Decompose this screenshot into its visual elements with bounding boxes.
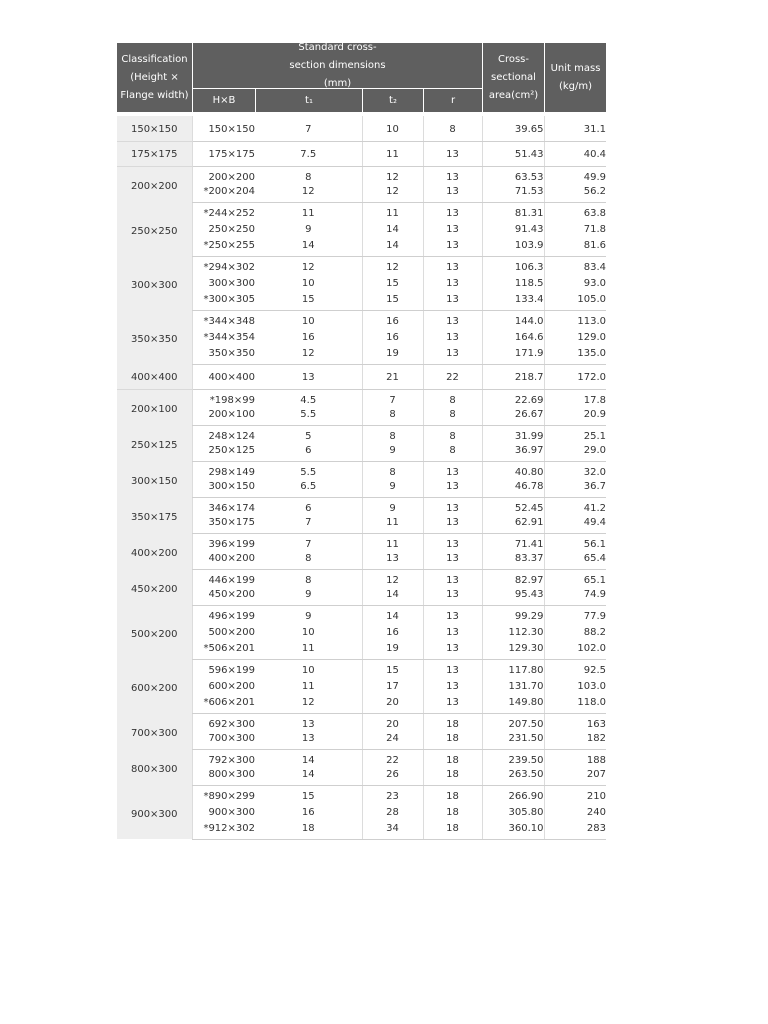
cell-t1: 15 [301, 790, 315, 802]
cell-t1: 5 [305, 430, 312, 442]
cell-hb: 200×200 [192, 166, 255, 184]
cell-t1: 10 [301, 664, 315, 676]
cell-t2: 20 [362, 713, 423, 731]
cell-area: 26.67 [482, 407, 544, 425]
cell-mass: 71.8 [544, 220, 606, 238]
cell-mass: 92.5 [544, 659, 606, 677]
table-row [117, 202, 606, 220]
header-dimensions: Standard cross-section dimensions (mm) [289, 41, 386, 89]
table-row [117, 569, 606, 587]
cell-t2: 8 [362, 407, 423, 425]
cell-t2: 15 [362, 274, 423, 292]
cell-hb: 298×149 [192, 461, 255, 479]
header-divider [423, 89, 424, 112]
cell-t2: 24 [362, 731, 423, 749]
cell-mass: 36.7 [544, 479, 606, 497]
cell-mass: 207 [544, 767, 606, 785]
cell-r: 18 [423, 731, 482, 749]
cell-t2: 28 [362, 803, 423, 821]
cell-area: 83.37 [482, 551, 544, 569]
header-hb: H×B [212, 94, 236, 106]
cell-hb: *300×305 [192, 292, 255, 310]
cell-hb: *198×99 [192, 389, 255, 407]
cell-area: 31.99 [482, 425, 544, 443]
cell-area: 62.91 [482, 515, 544, 533]
cell-hb: 350×350 [192, 346, 255, 364]
cell-r: 13 [423, 461, 482, 479]
header-divider [544, 43, 545, 112]
cell-mass: 63.8 [544, 202, 606, 220]
header-divider [255, 89, 256, 112]
cell-r: 13 [423, 695, 482, 713]
cell-area: 71.41 [482, 533, 544, 551]
cell-t1: 16 [301, 331, 315, 343]
cell-mass: 118.0 [544, 695, 606, 713]
cell-t1: 10 [301, 277, 315, 289]
cell-area: 71.53 [482, 184, 544, 202]
cell-t1: 9 [255, 587, 362, 605]
cell-classification: 250×250 [117, 202, 192, 256]
header-divider [362, 89, 363, 112]
cell-area: 231.50 [482, 731, 544, 749]
cell-area: 171.9 [482, 346, 544, 364]
cell-r: 13 [423, 292, 482, 310]
cell-hb: *606×201 [192, 695, 255, 713]
cell-t2: 9 [362, 497, 423, 515]
cell-classification: 450×200 [117, 569, 192, 605]
cell-r: 13 [423, 479, 482, 497]
cell-r: 8 [423, 116, 482, 141]
cell-classification: 500×200 [117, 605, 192, 659]
cell-t2: 10 [362, 116, 423, 141]
cell-area: 106.3 [482, 256, 544, 274]
cell-t2: 11 [362, 515, 423, 533]
cell-t2: 9 [362, 479, 423, 497]
cell-t1: 10 [301, 315, 315, 327]
cell-t2: 8 [362, 461, 423, 479]
cell-r: 8 [423, 389, 482, 407]
cell-r: 13 [423, 569, 482, 587]
cell-mass: 20.9 [544, 407, 606, 425]
cell-mass: 32.0 [544, 461, 606, 479]
table-row [117, 659, 606, 677]
cell-mass: 40.4 [544, 141, 606, 166]
cell-classification: 200×100 [117, 389, 192, 425]
cell-r: 8 [423, 443, 482, 461]
cell-hb: 446×199 [192, 569, 255, 587]
cell-classification: 350×175 [117, 497, 192, 533]
cell-t1: 8 [255, 551, 362, 569]
cell-mass: 17.8 [544, 389, 606, 407]
cell-area: 239.50 [482, 749, 544, 767]
cell-t1: 8 [305, 574, 312, 586]
cell-mass: 103.0 [544, 677, 606, 695]
cell-mass: 49.4 [544, 515, 606, 533]
cell-hb: 900×300 [192, 803, 255, 821]
table-row [117, 166, 606, 184]
table-row [117, 461, 606, 479]
cell-area: 263.50 [482, 767, 544, 785]
cell-mass: 65.1 [544, 569, 606, 587]
cell-t1: 9 [305, 610, 312, 622]
cell-r: 18 [423, 821, 482, 839]
cell-r: 18 [423, 749, 482, 767]
cell-t2: 19 [362, 346, 423, 364]
cell-t1: 18 [255, 821, 362, 839]
cell-area: 144.0 [482, 310, 544, 328]
cell-r: 13 [423, 587, 482, 605]
cell-classification: 200×200 [117, 166, 192, 202]
cell-area: 112.30 [482, 623, 544, 641]
cell-area: 36.97 [482, 443, 544, 461]
cell-t1: 11 [255, 641, 362, 659]
cell-t2: 19 [362, 641, 423, 659]
cell-t1: 12 [255, 346, 362, 364]
header-area: Cross-sectional area(cm²) [488, 53, 539, 101]
cell-area: 164.6 [482, 328, 544, 346]
cell-hb: *344×348 [192, 310, 255, 328]
cell-t1: 7 [255, 116, 362, 141]
cell-hb: 400×400 [192, 364, 255, 389]
cell-mass: 135.0 [544, 346, 606, 364]
cell-hb: 150×150 [192, 116, 255, 141]
cell-hb: 175×175 [192, 141, 255, 166]
cell-t1: 4.5 [300, 394, 317, 406]
cell-classification: 300×300 [117, 256, 192, 310]
header-r: r [450, 94, 456, 106]
table-row [117, 116, 606, 141]
cell-area: 266.90 [482, 785, 544, 803]
cell-r: 18 [423, 767, 482, 785]
cell-t2: 9 [362, 443, 423, 461]
cell-hb: 350×175 [192, 515, 255, 533]
cell-mass: 283 [544, 821, 606, 839]
cell-area: 131.70 [482, 677, 544, 695]
cell-classification: 400×400 [117, 364, 192, 389]
cell-area: 81.31 [482, 202, 544, 220]
cell-r: 13 [423, 641, 482, 659]
cell-t2: 7 [362, 389, 423, 407]
cell-hb: 700×300 [192, 731, 255, 749]
cell-area: 51.43 [482, 141, 544, 166]
cell-t1: 11 [301, 680, 315, 692]
cell-r: 18 [423, 803, 482, 821]
cell-mass: 41.2 [544, 497, 606, 515]
cell-t1: 14 [301, 754, 315, 766]
table-row [117, 364, 606, 389]
cell-t1: 12 [255, 695, 362, 713]
cell-area: 63.53 [482, 166, 544, 184]
cell-r: 18 [423, 785, 482, 803]
cell-area: 91.43 [482, 220, 544, 238]
cell-t2: 16 [362, 310, 423, 328]
cell-r: 13 [423, 220, 482, 238]
cell-r: 13 [423, 605, 482, 623]
cell-r: 13 [423, 677, 482, 695]
cell-t1: 10 [301, 626, 315, 638]
cell-hb: 250×125 [192, 443, 255, 461]
cell-hb: 800×300 [192, 767, 255, 785]
cell-mass: 93.0 [544, 274, 606, 292]
cell-hb: 300×300 [192, 274, 255, 292]
cell-t1: 5.5 [300, 466, 317, 478]
cell-hb: 596×199 [192, 659, 255, 677]
table-row [117, 141, 606, 166]
cell-t2: 17 [362, 677, 423, 695]
cell-t2: 21 [362, 364, 423, 389]
cell-classification: 300×150 [117, 461, 192, 497]
cell-hb: *294×302 [192, 256, 255, 274]
cell-t2: 34 [362, 821, 423, 839]
header-divider [193, 88, 482, 89]
cell-area: 103.9 [482, 238, 544, 256]
cell-mass: 29.0 [544, 443, 606, 461]
table-row [117, 605, 606, 623]
cell-mass: 163 [544, 713, 606, 731]
cell-r: 13 [423, 497, 482, 515]
cell-r: 13 [423, 346, 482, 364]
cell-area: 305.80 [482, 803, 544, 821]
table-header [117, 43, 606, 112]
cell-t1: 12 [301, 261, 315, 273]
cell-mass: 113.0 [544, 310, 606, 328]
cell-mass: 49.9 [544, 166, 606, 184]
cell-area: 39.65 [482, 116, 544, 141]
cell-r: 13 [423, 623, 482, 641]
cell-mass: 102.0 [544, 641, 606, 659]
cell-area: 46.78 [482, 479, 544, 497]
cell-hb: 496×199 [192, 605, 255, 623]
cell-t1: 6.5 [255, 479, 362, 497]
cell-area: 118.5 [482, 274, 544, 292]
cell-t2: 11 [362, 202, 423, 220]
cell-r: 13 [423, 533, 482, 551]
cell-classification: 175×175 [117, 141, 192, 166]
header-divider [482, 43, 483, 112]
cell-hb: 450×200 [192, 587, 255, 605]
cell-classification: 800×300 [117, 749, 192, 785]
cell-r: 13 [423, 551, 482, 569]
cell-mass: 188 [544, 749, 606, 767]
cell-mass: 56.1 [544, 533, 606, 551]
cell-hb: 250×250 [192, 220, 255, 238]
cell-hb: 500×200 [192, 623, 255, 641]
table-row [117, 425, 606, 443]
cell-mass: 172.0 [544, 364, 606, 389]
cell-r: 13 [423, 328, 482, 346]
cell-mass: 77.9 [544, 605, 606, 623]
cell-area: 99.29 [482, 605, 544, 623]
cell-r: 13 [423, 274, 482, 292]
cell-t1: 11 [301, 207, 315, 219]
cell-t1: 16 [301, 806, 315, 818]
cell-t2: 12 [362, 184, 423, 202]
cell-r: 13 [423, 141, 482, 166]
table-body [117, 116, 606, 840]
cell-t2: 14 [362, 605, 423, 623]
table-row [117, 785, 606, 803]
cell-mass: 25.1 [544, 425, 606, 443]
cell-t1: 12 [255, 184, 362, 202]
cell-hb: 600×200 [192, 677, 255, 695]
cell-mass: 65.4 [544, 551, 606, 569]
cell-t2: 26 [362, 767, 423, 785]
cell-t2: 22 [362, 749, 423, 767]
cell-mass: 56.2 [544, 184, 606, 202]
cell-r: 13 [423, 184, 482, 202]
cell-t2: 15 [362, 659, 423, 677]
cell-mass: 31.1 [544, 116, 606, 141]
cell-area: 95.43 [482, 587, 544, 605]
cell-area: 360.10 [482, 821, 544, 839]
cell-t2: 23 [362, 785, 423, 803]
cell-hb: 248×124 [192, 425, 255, 443]
cell-mass: 210 [544, 785, 606, 803]
cell-t2: 16 [362, 623, 423, 641]
cell-area: 207.50 [482, 713, 544, 731]
cell-t1: 5.5 [255, 407, 362, 425]
cell-t1: 7 [255, 515, 362, 533]
table-row [117, 310, 606, 328]
cell-mass: 129.0 [544, 328, 606, 346]
cell-mass: 240 [544, 803, 606, 821]
cell-hb: *344×354 [192, 328, 255, 346]
cell-t2: 13 [362, 551, 423, 569]
cell-hb: *912×302 [192, 821, 255, 839]
cell-t1: 6 [305, 502, 312, 514]
h-section-table [117, 43, 606, 840]
cell-r: 13 [423, 310, 482, 328]
cell-mass: 105.0 [544, 292, 606, 310]
cell-t1: 8 [305, 171, 312, 183]
cell-t1: 6 [255, 443, 362, 461]
cell-r: 8 [423, 425, 482, 443]
table-row [117, 533, 606, 551]
cell-r: 13 [423, 202, 482, 220]
cell-t2: 16 [362, 328, 423, 346]
cell-hb: *244×252 [192, 202, 255, 220]
table-row [117, 389, 606, 407]
cell-hb: *890×299 [192, 785, 255, 803]
cell-area: 129.30 [482, 641, 544, 659]
cell-classification: 150×150 [117, 116, 192, 141]
cell-r: 13 [423, 238, 482, 256]
cell-t1: 13 [301, 718, 315, 730]
cell-classification: 350×350 [117, 310, 192, 364]
cell-t2: 15 [362, 292, 423, 310]
cell-r: 13 [423, 659, 482, 677]
table-row [117, 713, 606, 731]
cell-hb: 346×174 [192, 497, 255, 515]
cell-mass: 88.2 [544, 623, 606, 641]
cell-t2: 11 [362, 141, 423, 166]
cell-t2: 20 [362, 695, 423, 713]
cell-t1: 7.5 [255, 141, 362, 166]
cell-classification: 700×300 [117, 713, 192, 749]
cell-t1: 14 [255, 238, 362, 256]
cell-t2: 12 [362, 256, 423, 274]
header-classification: Classification (Height × Flange width) [120, 53, 189, 101]
cell-t2: 14 [362, 587, 423, 605]
cell-area: 82.97 [482, 569, 544, 587]
cell-t2: 12 [362, 569, 423, 587]
cell-r: 13 [423, 256, 482, 274]
cell-t2: 12 [362, 166, 423, 184]
header-divider [192, 43, 193, 112]
cell-t2: 14 [362, 220, 423, 238]
cell-t1: 15 [255, 292, 362, 310]
cell-area: 22.69 [482, 389, 544, 407]
cell-classification: 400×200 [117, 533, 192, 569]
cell-classification: 250×125 [117, 425, 192, 461]
cell-hb: 200×100 [192, 407, 255, 425]
cell-classification: 600×200 [117, 659, 192, 713]
cell-area: 52.45 [482, 497, 544, 515]
cell-area: 40.80 [482, 461, 544, 479]
header-t1: t₁ [305, 94, 313, 106]
cell-area: 218.7 [482, 364, 544, 389]
table-row [117, 749, 606, 767]
cell-area: 133.4 [482, 292, 544, 310]
table-row [117, 256, 606, 274]
header-t2: t₂ [389, 94, 397, 106]
cell-mass: 81.6 [544, 238, 606, 256]
cell-hb: *250×255 [192, 238, 255, 256]
cell-r: 13 [423, 166, 482, 184]
cell-mass: 182 [544, 731, 606, 749]
cell-hb: 792×300 [192, 749, 255, 767]
cell-r: 8 [423, 407, 482, 425]
cell-r: 22 [423, 364, 482, 389]
header-mass: Unit mass (kg/m) [550, 62, 601, 92]
cell-r: 13 [423, 515, 482, 533]
cell-mass: 83.4 [544, 256, 606, 274]
cell-t1: 14 [255, 767, 362, 785]
cell-t2: 11 [362, 533, 423, 551]
cell-hb: *506×201 [192, 641, 255, 659]
cell-hb: 400×200 [192, 551, 255, 569]
cell-hb: *200×204 [192, 184, 255, 202]
cell-t1: 9 [305, 223, 312, 235]
cell-r: 18 [423, 713, 482, 731]
table-row [117, 497, 606, 515]
cell-mass: 74.9 [544, 587, 606, 605]
cell-t1: 13 [255, 364, 362, 389]
cell-hb: 300×150 [192, 479, 255, 497]
cell-classification: 900×300 [117, 785, 192, 839]
cell-hb: 396×199 [192, 533, 255, 551]
cell-t2: 8 [362, 425, 423, 443]
cell-t2: 14 [362, 238, 423, 256]
cell-t1: 7 [305, 538, 312, 550]
cell-t1: 13 [255, 731, 362, 749]
cell-area: 149.80 [482, 695, 544, 713]
cell-area: 117.80 [482, 659, 544, 677]
cell-hb: 692×300 [192, 713, 255, 731]
